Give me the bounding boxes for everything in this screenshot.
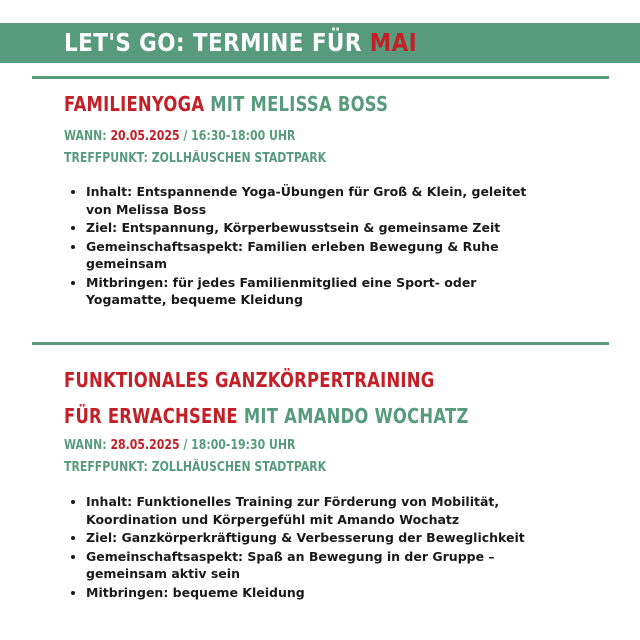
- event-1-place: TREFFPUNKT: ZOLLHÄUSCHEN STADTPARK: [64, 151, 327, 166]
- event-1-when-label: WANN:: [64, 129, 107, 144]
- event-1-title-red: FAMILIENYOGA: [64, 92, 205, 116]
- event-1-when: [64, 128, 295, 146]
- event-2-when-label: WANN:: [64, 438, 107, 453]
- event-1-date: 20.05.2025: [110, 129, 180, 144]
- event-1-time: / 16:30-18:00 UHR: [183, 129, 296, 144]
- list-item: • Mitbringen: bequeme Kleidung: [86, 584, 556, 602]
- title-month: MAI: [369, 28, 418, 57]
- event-2-place: TREFFPUNKT: ZOLLHÄUSCHEN STADTPARK: [64, 460, 327, 475]
- list-item: • Gemeinschaftsaspekt: Spaß an Bewegung in der Gruppe – gemeinsam aktiv sein: [86, 548, 556, 583]
- event-2-when: [64, 437, 295, 455]
- list-item: • Gemeinschaftsaspekt: Familien erleben Bewegung & Ruhe gemeinsam: [86, 238, 556, 273]
- divider-top: [32, 76, 609, 79]
- list-item: • Mitbringen: für jedes Familienmitglied eine Sport- oder Yogamatte, bequeme Kleidung: [86, 274, 556, 309]
- event-2-date: 28.05.2025: [110, 438, 180, 453]
- title-prefix: LET'S GO: TERMINE FÜR: [64, 28, 362, 57]
- list-item: • Inhalt: Entspannende Yoga-Übungen für Groß & Klein, geleitet von Melissa Boss: [86, 183, 556, 218]
- event-1-details: [68, 183, 556, 310]
- event-2-details: [68, 493, 556, 602]
- event-2-time: / 18:00-19:30 UHR: [183, 438, 296, 453]
- event-2-title-red: FÜR ERWACHSENE: [64, 404, 238, 428]
- header-banner: [0, 23, 640, 63]
- list-item: • Inhalt: Funktionelles Training zur Förderung von Mobilität, Koordination und Körpergefühl mit Amando Wochatz: [86, 493, 556, 528]
- event-2-title-green: MIT AMANDO WOCHATZ: [243, 404, 469, 428]
- page-title: [64, 23, 417, 63]
- event-1-title-green: MIT MELISSA BOSS: [210, 92, 389, 116]
- divider-middle: [32, 342, 609, 345]
- event-2-title-line2: [64, 402, 469, 430]
- event-1-title: [64, 90, 388, 118]
- list-item: • Ziel: Ganzkörperkräftigung & Verbesserung der Beweglichkeit: [86, 529, 556, 547]
- event-2-title-line1: FUNKTIONALES GANZKÖRPERTRAINING: [64, 368, 435, 392]
- list-item: • Ziel: Entspannung, Körperbewusstsein & gemeinsame Zeit: [86, 219, 556, 237]
